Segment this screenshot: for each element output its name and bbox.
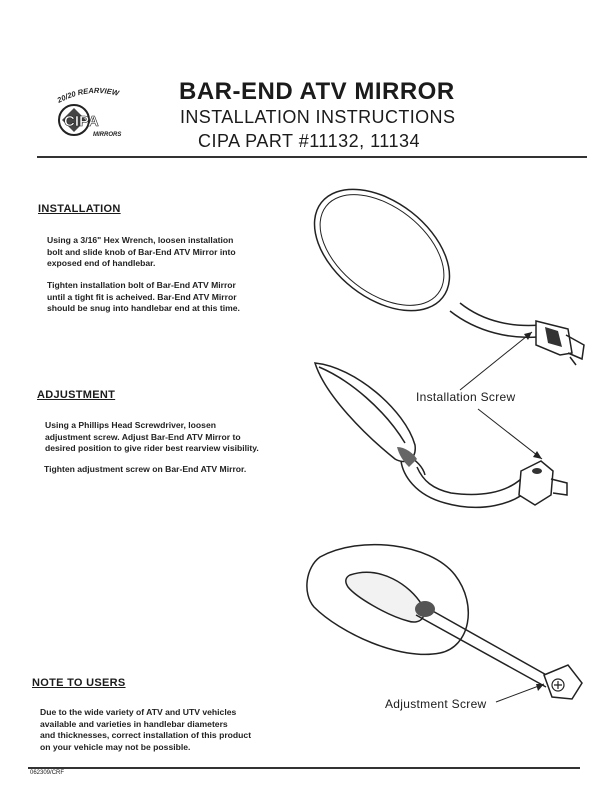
installation-step-2: Tighten installation bolt of Bar-End ATV Mirror until a tight fit is acheived. Bar-End ATV Mirror should be snug into handlebar end at this time. (47, 280, 240, 314)
installation-heading: INSTALLATION (38, 203, 121, 215)
header-divider (37, 156, 587, 158)
mirror-side-illustration (305, 355, 605, 535)
adjustment-step-1: Using a Phillips Head Screwdriver, loosen adjustment screw. Adjust Bar-End ATV Mirror to desired position to give rider best rearview visibility. (45, 420, 259, 454)
cipa-logo (40, 84, 160, 144)
svg-text:CIPA: CIPA (64, 113, 99, 130)
svg-text:20/20 REARVIEW: 20/20 REARVIEW (55, 85, 120, 105)
mirror-rear-illustration (300, 535, 600, 705)
footer-divider (28, 767, 580, 769)
svg-text:MIRRORS: MIRRORS (93, 132, 122, 138)
adjustment-leader-line-lower (492, 676, 552, 706)
adjustment-screw-label: Adjustment Screw (385, 697, 487, 711)
adjustment-heading: ADJUSTMENT (37, 389, 116, 401)
page-subtitle: INSTALLATION INSTRUCTIONS (180, 107, 456, 127)
note-heading: NOTE TO USERS (32, 677, 126, 689)
page-title: BAR-END ATV MIRROR (179, 78, 455, 105)
note-text: Due to the wide variety of ATV and UTV vehicles available and varieties in handlebar diameters and thicknesses, correct installation of this product on your vehicle may not be possible. (40, 707, 252, 752)
document-code: 062309/CRF (30, 770, 65, 776)
installation-screw-label: Installation Screw (416, 390, 516, 404)
part-number: CIPA PART #11132, 11134 (198, 131, 420, 151)
installation-step-1: Using a 3/16" Hex Wrench, loosen installation bolt and slide knob of Bar-End ATV Mirror into exposed end of handlebar. (47, 235, 236, 269)
adjustment-step-2: Tighten adjustment screw on Bar-End ATV Mirror. (44, 464, 247, 474)
